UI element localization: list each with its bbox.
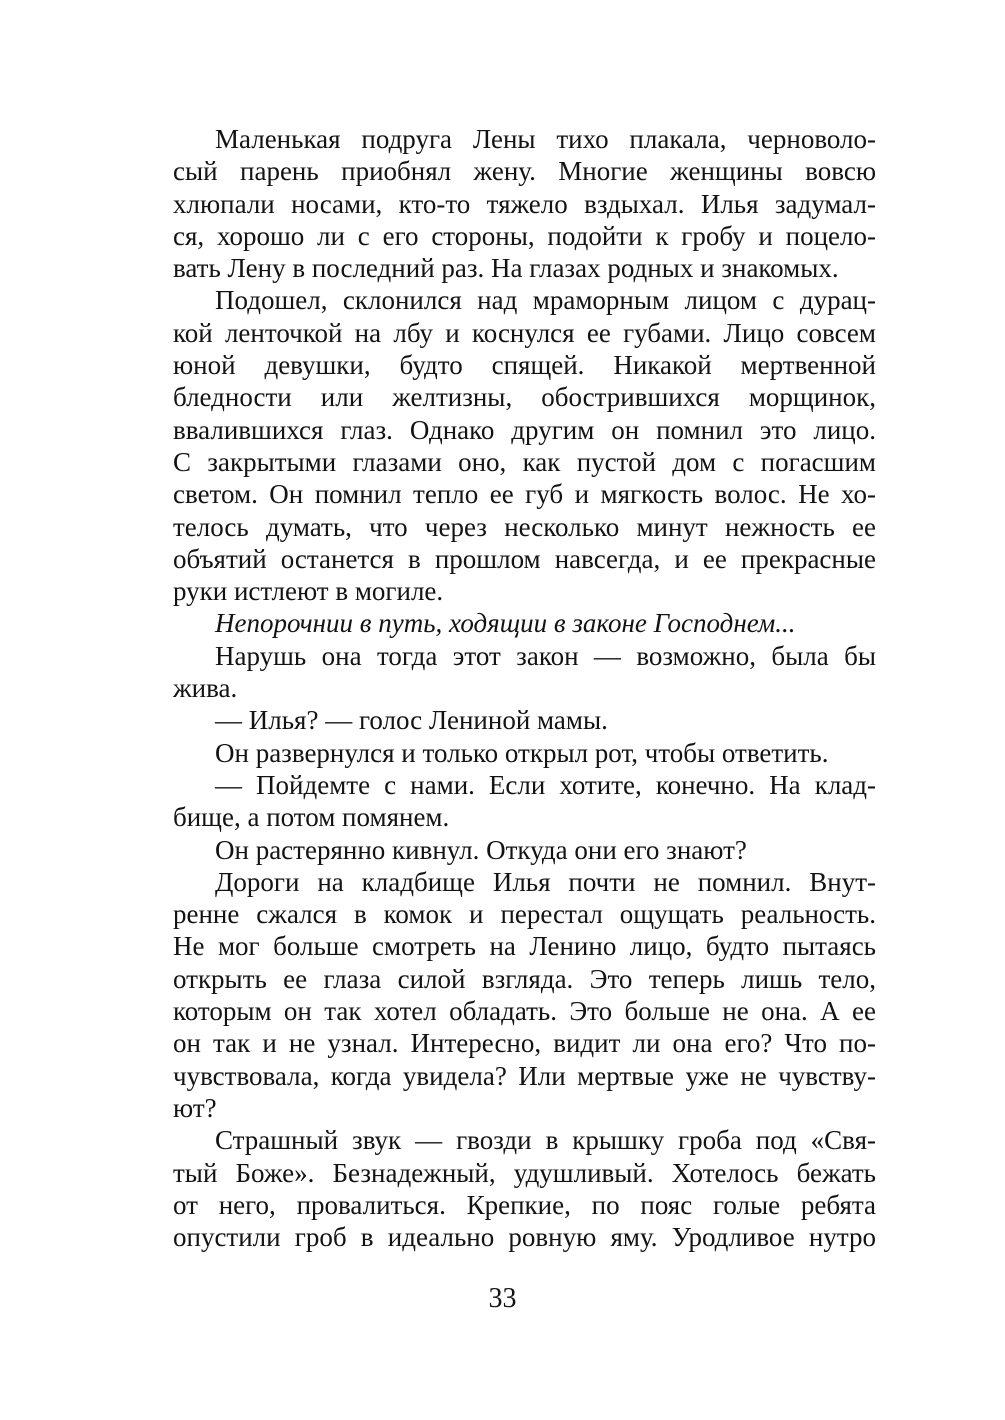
text-line: Маленькая подруга Лены тихо плакала, черноволо-: [215, 124, 876, 154]
scripture-quote-line: Непорочнии в путь, ходящии в законе Господнем...: [215, 608, 796, 639]
text-line: которым он так хотел обладать. Это больше не она. А ее: [173, 996, 876, 1027]
text-line: сый парень приобнял жену. Многие женщины вовсю: [173, 156, 876, 187]
page-text: [173, 123, 876, 1253]
text-line: от него, провалиться. Крепкие, по пояс голые ребята: [173, 1189, 876, 1220]
text-line: ввалившихся глаз. Однако другим он помнил это лицо.: [173, 414, 876, 445]
text-line: бище, а потом помянем.: [173, 802, 450, 833]
text-line: хлюпали носами, кто-то тяжело вздыхал. Илья задумал-: [173, 188, 876, 219]
text-line: Дороги на кладбище Илья почти не помнил. Внут-: [215, 866, 876, 897]
text-line: жива.: [173, 673, 238, 704]
text-line: кой ленточкой на лбу и коснулся ее губами. Лицо совсем: [173, 317, 876, 348]
text-line: Он растерянно кивнул. Откуда они его знают?: [215, 834, 747, 865]
text-line: он так и не узнал. Интересно, видит ли она его? Что по-: [173, 1028, 876, 1059]
text-line: объятий останется в прошлом навсегда, и ее прекрасные: [173, 543, 876, 574]
dialogue-line: — Илья? — голос Лениной мамы.: [215, 705, 608, 736]
dialogue-line: — Пойдемте с нами. Если хотите, конечно. На клад-: [215, 769, 876, 800]
text-line: телось думать, что через несколько минут нежность ее: [173, 511, 876, 542]
text-line: Подошел, склонился над мраморным лицом с дурац-: [215, 285, 876, 316]
text-line: ренне сжался в комок и перестал ощущать реальность.: [173, 899, 876, 930]
text-line: бледности или желтизны, обострившихся морщинок,: [173, 382, 876, 413]
page-number: 33: [488, 1283, 517, 1314]
text-line: Он развернулся и только открыл рот, чтобы ответить.: [215, 737, 829, 768]
text-line: руки истлеют в могиле.: [173, 576, 444, 607]
text-line: Нарушь она тогда этот закон — возможно, была бы: [215, 640, 876, 671]
text-line: Страшный звук — гвозди в крышку гроба под «Свя-: [215, 1125, 876, 1156]
text-line: открыть ее глаза силой взгляда. Это теперь лишь тело,: [173, 963, 876, 994]
text-line: ся, хорошо ли с его стороны, подойти к гробу и поцело-: [173, 220, 876, 251]
text-line: тый Боже». Безнадежный, удушливый. Хотелось бежать: [173, 1157, 876, 1188]
text-line: светом. Он помнил тепло ее губ и мягкость волос. Не хо-: [173, 479, 876, 510]
text-line: вать Лену в последний раз. На глазах родных и знакомых.: [173, 253, 839, 284]
text-line: ют?: [173, 1092, 217, 1123]
text-line: юной девушки, будто спящей. Никакой мертвенной: [173, 350, 876, 381]
text-line: Не мог больше смотреть на Ленино лицо, будто пытаясь: [173, 931, 876, 962]
text-line: опустили гроб в идеально ровную яму. Уродливое нутро: [173, 1222, 876, 1253]
text-line: С закрытыми глазами оно, как пустой дом с погасшим: [173, 446, 876, 477]
text-line: чувствовала, когда увидела? Или мертвые уже не чувству-: [173, 1060, 876, 1091]
